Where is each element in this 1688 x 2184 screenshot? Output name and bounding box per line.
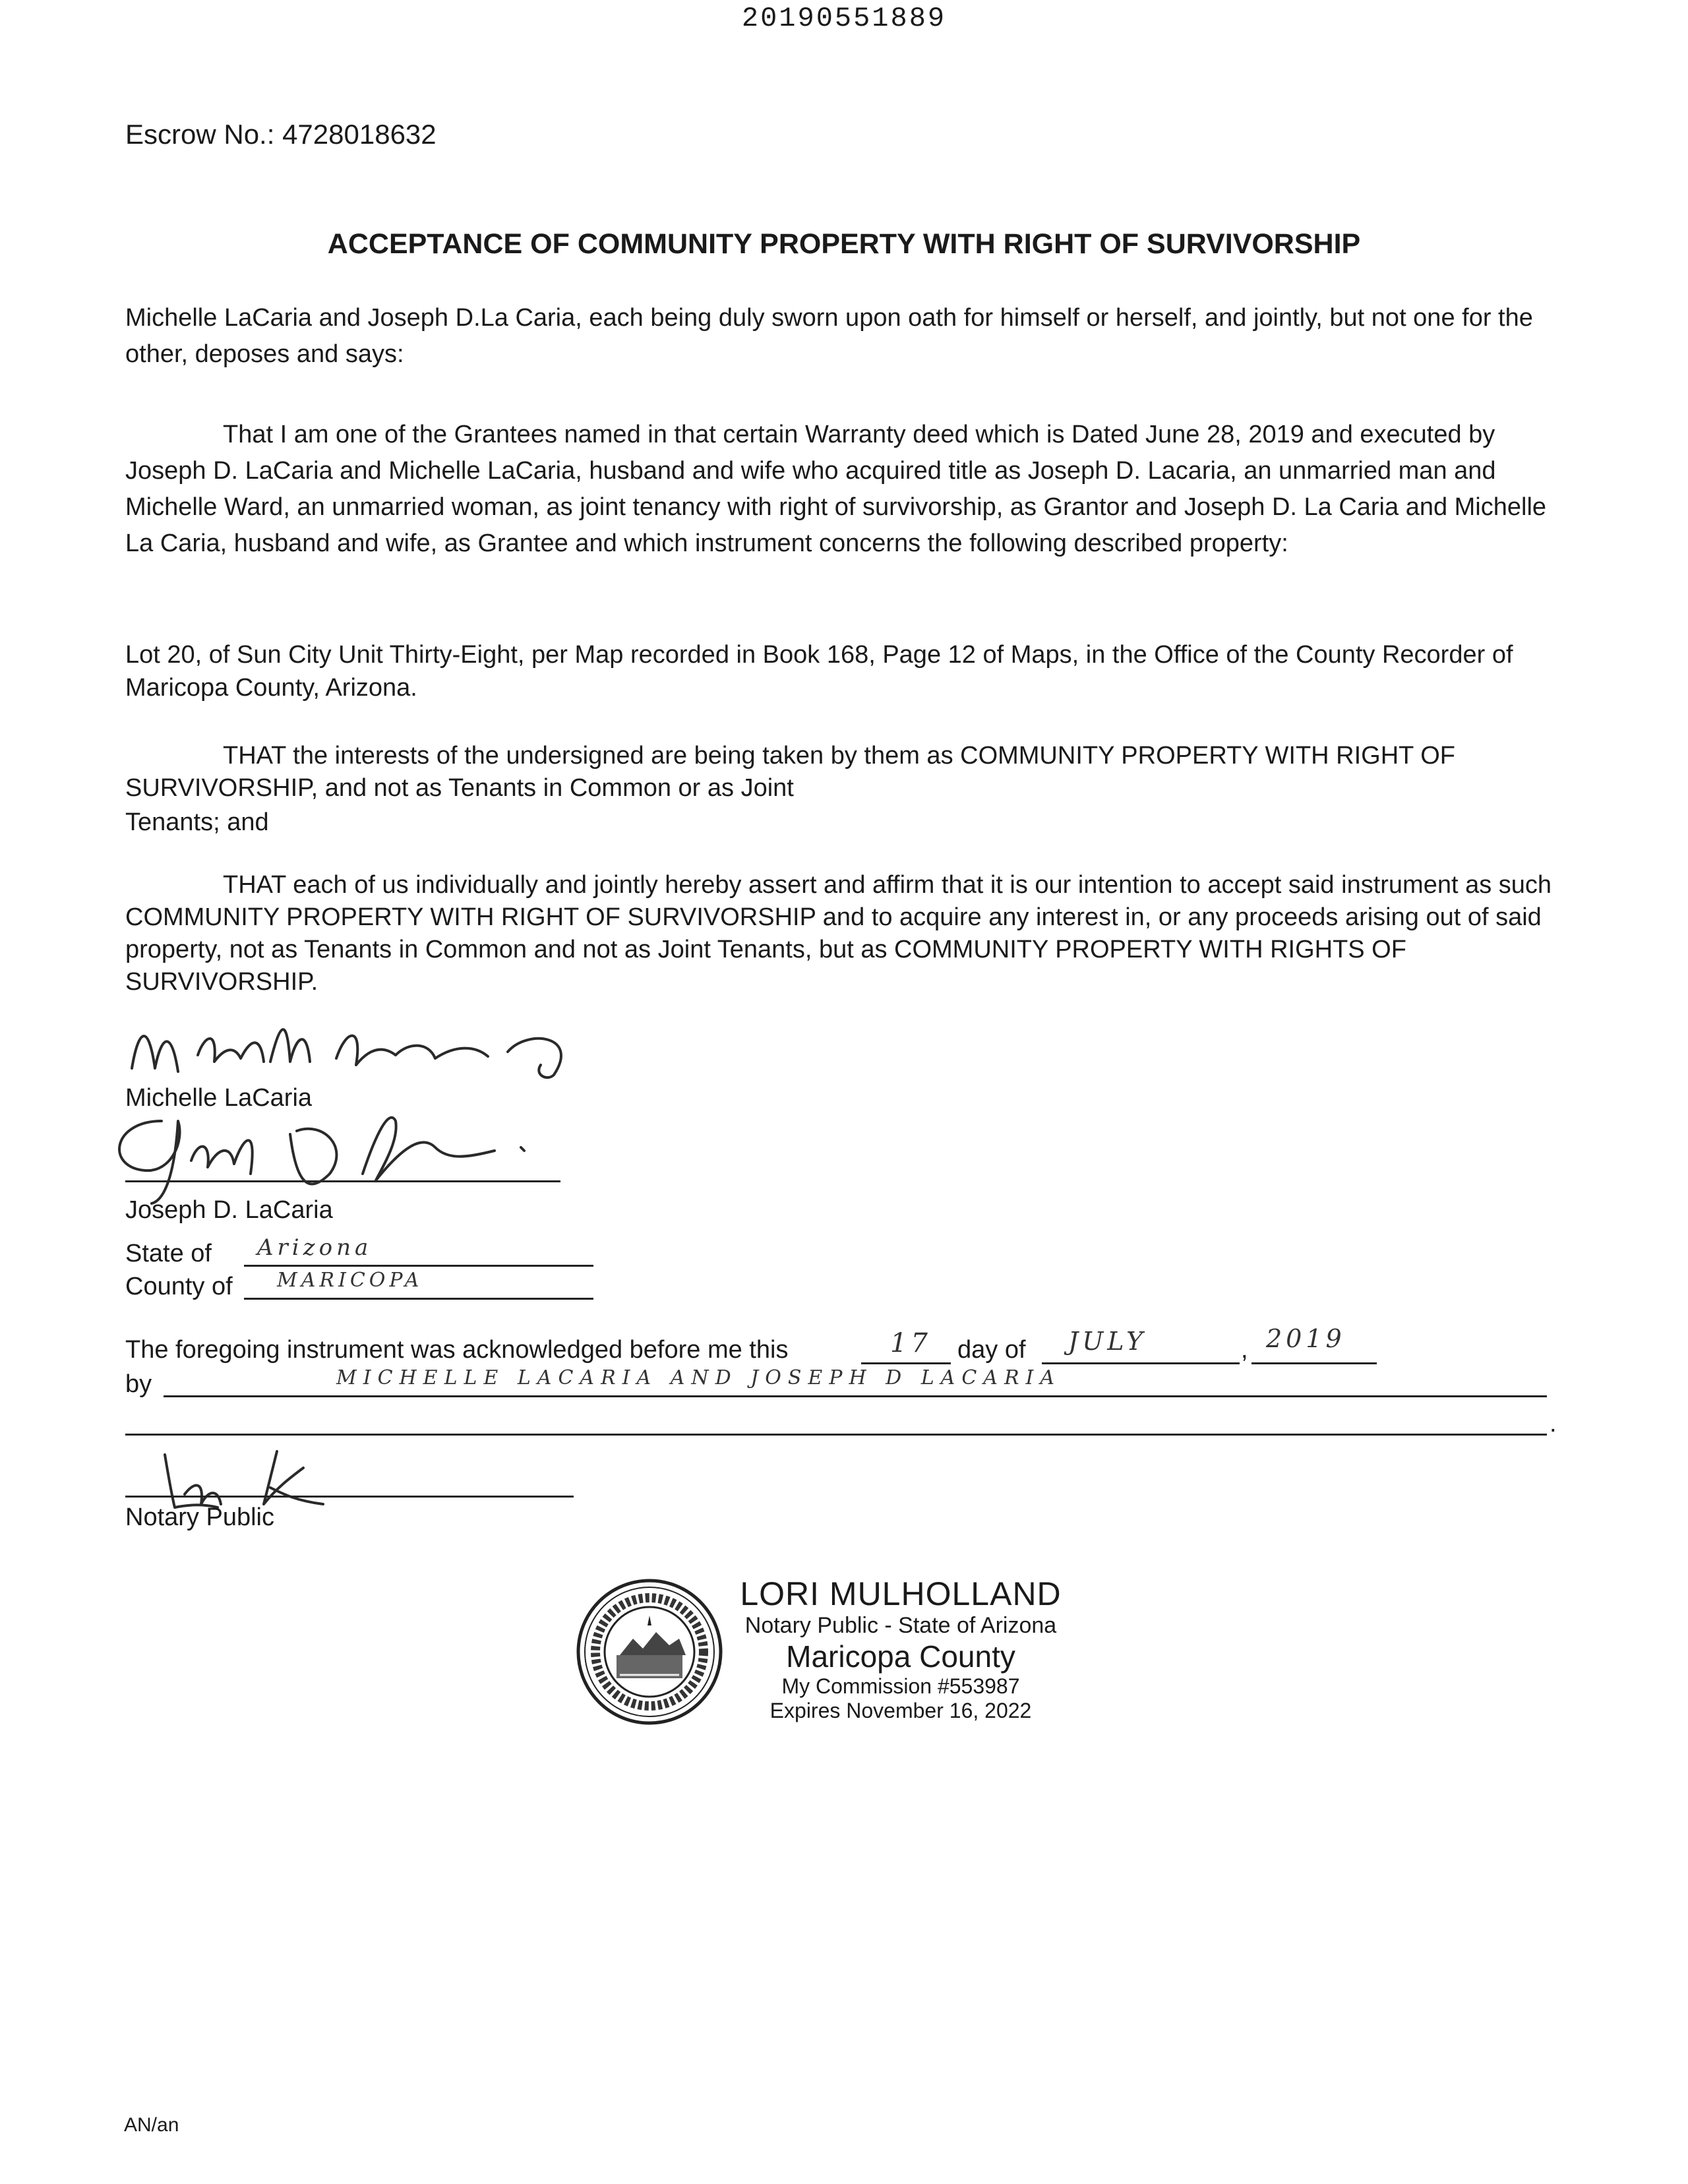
- month-line: [1042, 1362, 1240, 1364]
- affirm-paragraph: THAT each of us individually and jointly hereby assert and affirm that it is our intention to accept said instrument as such COMMUNITY PROPERTY WITH RIGHT OF SURVIVORSHIP and to acquire any interest in, or any proceeds arising out of said property, not as Tenants in Common and not as Joint Tenants, but as COMMUNITY PROPERTY WITH RIGHTS OF SURVIVORSHIP.: [125, 871, 1552, 996]
- notary-county: Maricopa County: [786, 1639, 1015, 1674]
- county-value: MARICOPA: [277, 1269, 423, 1292]
- recording-number: 20190551889: [741, 3, 947, 34]
- county-label: County of: [125, 1273, 233, 1300]
- day-line: [861, 1362, 951, 1364]
- michelle-signature: [119, 1009, 593, 1095]
- month-value: JULY: [1068, 1327, 1147, 1356]
- state-value: Arizona: [257, 1234, 373, 1261]
- signer-name-michelle: Michelle LaCaria: [125, 1084, 313, 1112]
- county-line: [244, 1298, 593, 1300]
- day-value: 17: [890, 1328, 932, 1358]
- escrow-label: Escrow No.:: [125, 119, 275, 150]
- document-title: ACCEPTANCE OF COMMUNITY PROPERTY WITH RIGHT OF SURVIVORSHIP: [327, 228, 1361, 260]
- state-label: State of: [125, 1240, 212, 1267]
- legal-description: Lot 20, of Sun City Unit Thirty-Eight, per Map recorded in Book 168, Page 12 of Maps, in the Office of the County Recorder of Maricopa County, Arizona.: [125, 641, 1513, 702]
- notary-title: Notary Public - State of Arizona: [744, 1613, 1057, 1638]
- by-label: by: [125, 1370, 152, 1398]
- by-line-2: [125, 1434, 1547, 1436]
- notary-stamp: [729, 1575, 1072, 1723]
- by-value: MICHELLE LACARIA AND JOSEPH D LACARIA: [336, 1366, 1062, 1389]
- acknowledgment-text: The foregoing instrument was acknowledged before me this: [125, 1336, 789, 1364]
- notary-public-label: Notary Public: [125, 1503, 274, 1531]
- state-line: [244, 1265, 593, 1267]
- notary-name: LORI MULHOLLAND: [740, 1575, 1062, 1612]
- escrow-number: 4728018632: [282, 119, 437, 150]
- escrow-line: [125, 119, 437, 150]
- arizona-seal-icon: [574, 1576, 725, 1728]
- joseph-signature: [99, 1095, 560, 1207]
- year-comma: ,: [1241, 1336, 1248, 1364]
- by-line: [164, 1395, 1547, 1397]
- signer-name-joseph: Joseph D. LaCaria: [125, 1196, 333, 1224]
- notary-expires: Expires November 16, 2022: [769, 1699, 1032, 1722]
- by-period: .: [1550, 1410, 1557, 1438]
- interests-paragraph-end: Tenants; and: [125, 808, 269, 836]
- grantee-paragraph: That I am one of the Grantees named in that certain Warranty deed which is Dated June 28, 2019 and executed by Joseph D. LaCaria and Michelle LaCaria, husband and wife who acquired title as Joseph D. Lacaria, an unmarried man and Michelle Ward, an unmarried woman, as joint tenancy with right of survivorship, as Grantor and Joseph D. La Caria and Michelle La Caria, husband and wife, as Grantee and which instrument concerns the following described property:: [125, 421, 1547, 557]
- notary-commission: My Commission #553987: [781, 1674, 1020, 1698]
- day-of-label: day of: [957, 1336, 1026, 1364]
- notary-signature-line: [125, 1496, 574, 1498]
- interests-paragraph: THAT the interests of the undersigned are being taken by them as COMMUNITY PROPERTY WITH RIGHT OF SURVIVORSHIP, and not as Tenants in Common or as Joint: [125, 742, 1456, 802]
- footer-initials: AN/an: [124, 2114, 179, 2136]
- intro-paragraph: Michelle LaCaria and Joseph D.La Caria, each being duly sworn upon oath for himself or herself, and jointly, but not one for the other, deposes and says:: [125, 304, 1533, 368]
- year-line: [1251, 1362, 1377, 1364]
- year-value: 2019: [1266, 1324, 1346, 1353]
